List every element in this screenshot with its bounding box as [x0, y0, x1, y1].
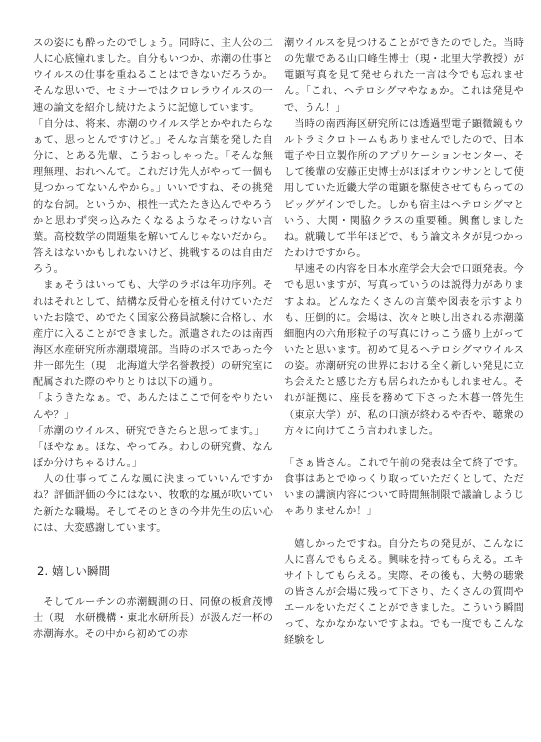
- paragraph: 「自分は、将来、赤潮のウイルス学とかやれたらなぁて、思っとんですけど。」そんな言葉を発した自分に、とある先輩、こうおっしゃった。「そんな無理無理、おれへんて。これだけ先人がやって一個も見つかってないんやから。」いいですね、その挑発的な台詞。というか、根性一式たたき込んでやろうかと思わず突っ込みたくなるようなそっけない言葉。高校数学の問題集を解いてんじゃないだから。答えはないかもしれないけど、挑戦するのは自由だろう。: [33, 118, 273, 276]
- spacer: [33, 579, 273, 595]
- paragraph: 潮ウイルスを見つけることができたのでした。当時の先輩である山口峰生博士（現・北里大学教授）が電顕写真を見て発せられた一言は今でも忘れません。「これ、ヘテロシグマやなぁか。これは発見やで、うん！」: [284, 38, 524, 114]
- paragraph: 早速その内容を日本水産学会大会で口頭発表。今でも思いますが、写真っていうのは説得力がありますよね。どんなたくさんの言葉や図表を示すよりも、圧倒的に。会場は、次々と映し出される赤潮藻細胞内の六角形粒子の写真にけっこう盛り上がっていたと思います。初めて見るヘテロシグマウイルスの姿。赤潮研究の世界における全く新しい発見に立ち会えたと感じた方も居られたかもしれません。それが証拠に、座長を務めて下さった木暮一啓先生（東京大学）が、私の口演が終わるや否や、聴衆の方々に向けてこう言われました。: [284, 264, 524, 437]
- dialogue-line: 「ほやなぁ。ほな、やってみ。わしの研究費、なんぼか分けちゃるけん。」: [33, 441, 273, 470]
- paragraph: 嬉しかったですね。自分たちの発見が、こんなに人に喜んでもらえる。興味を持ってもらえる。エキサイトしてもらえる。実際、その後も、大勢の聴衆の皆さんが会場に残って下さり、たくさんの質問やエールをいただくことができました。こういう瞬間って、なかなかないですよね。でも一度でもこんな経験をし: [284, 538, 524, 647]
- section-heading: 2. 嬉しい瞬間: [37, 563, 111, 578]
- spacer: [284, 440, 524, 456]
- spacer: [284, 521, 524, 537]
- paragraph: スの姿にも酔ったのでしょう。同時に、主人公の二人に心底憧れました。自分もいつか、赤潮の仕事とウイルスの仕事を重ねることはできないだろうか。そんな思いで、セミナーではクロレラウイルスの一連の論文を紹介し続けたように記憶しています。: [33, 38, 273, 114]
- paragraph: 人の仕事ってこんな風に決まっていいんですかね？評価評価の今にはない、牧歌的な風が吹いていた新たな職場。そしてそのときの今井先生の広い心には、大変感謝しています。: [33, 474, 273, 534]
- paragraph: 当時の南西海区研究所には透過型電子顕微鏡もウルトラミクロトームもありませんでしたので、日本電子や日立製作所のアプリケーションセンター、そして後輩の安藤正史博士がほぼオウンサンとして使用していた近畿大学の電顕を駆使させてもらってのビッグゲインでした。しかも宿主はヘテロシグマという、大関・関脇クラスの重要種。興奮しましたね。就職して半年ほどで、もう論文ネタが見つかったわけですから。: [284, 118, 524, 260]
- left-column: [33, 36, 273, 643]
- paragraph: まぁそうはいっても、大学のラボは年功序列。それはそれとして、結構な反骨心を植え付けていただいたお陰で、めでたく国家公務員試験に合格し、水産庁に入ることができました。派遣されたのは南西海区水産研究所赤潮環境部。当時のボスであった今井一郎先生（現 北海道大学名誉教授）の研究室に配属された際のやりとりは以下の通り。: [33, 280, 273, 389]
- spacer: [33, 537, 273, 563]
- quoted-statement: 「さぁ皆さん。これで午前の発表は全て終了です。食事はあとでゆっくり取っていただくとして、ただいまの講演内容について時間無制限で議論しようじゃありませんか！」: [284, 457, 524, 518]
- dialogue-line: 「ようきたなぁ。で、あんたはここで何をやりたいんや？」: [33, 393, 273, 421]
- right-column: [284, 36, 524, 650]
- paragraph: そしてルーチンの赤潮観測の日、同僚の板倉茂博士（現 水研機構・東北水研所長）が汲んだ一杯の赤潮海水。その中から初めての赤: [33, 596, 273, 641]
- dialogue-line: 「赤潮のウイルス、研究できたらと思ってます。」: [33, 425, 265, 437]
